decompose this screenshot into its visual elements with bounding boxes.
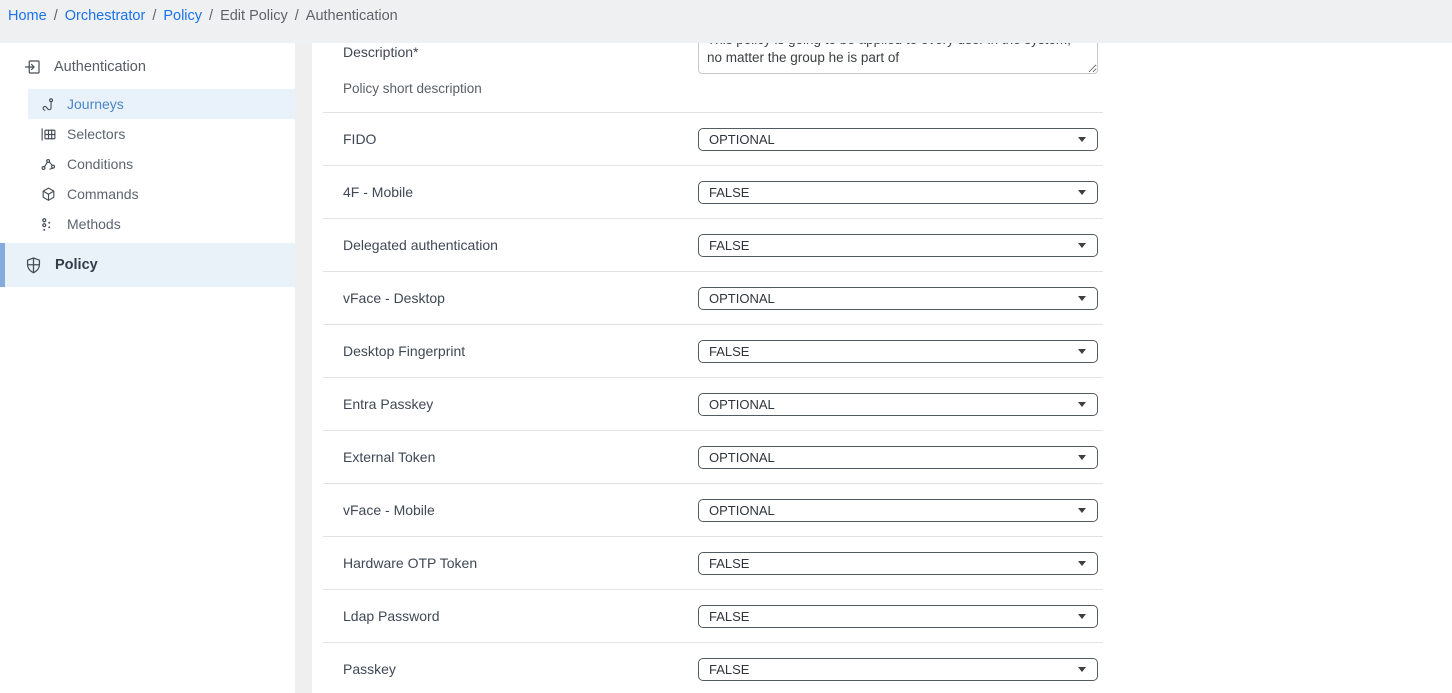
chevron-down-icon <box>1078 402 1086 407</box>
row-label: vFace - Desktop <box>343 290 445 306</box>
breadcrumb-policy[interactable]: Policy <box>163 8 203 24</box>
login-icon <box>24 58 42 76</box>
policy-form <box>312 43 1452 693</box>
sidebar-item-label: Selectors <box>67 126 126 142</box>
main-layout <box>0 43 1452 693</box>
dropdown-value: FALSE <box>709 555 750 571</box>
sidebar <box>0 43 295 693</box>
row-label: vFace - Mobile <box>343 502 435 518</box>
dropdown-value: FALSE <box>709 343 750 359</box>
chevron-down-icon <box>1078 243 1086 248</box>
row-label: Delegated authentication <box>343 237 498 253</box>
sidebar-item-policy[interactable] <box>0 243 295 287</box>
breadcrumb-authentication: Authentication <box>305 8 398 24</box>
sidebar-item-selectors[interactable] <box>28 119 295 149</box>
chevron-down-icon <box>1078 296 1086 301</box>
form-row-hardware-otp-token <box>323 536 1103 589</box>
row-label: Desktop Fingerprint <box>343 343 466 359</box>
sidebar-item-label: Commands <box>67 186 139 202</box>
sidebar-item-authentication[interactable] <box>0 53 295 81</box>
dropdown-value: OPTIONAL <box>709 290 775 306</box>
row-label: Passkey <box>343 661 396 677</box>
ldap-password-dropdown[interactable] <box>698 605 1098 628</box>
form-row-delegated-authentication <box>323 218 1103 271</box>
method-rows <box>323 112 1103 693</box>
dropdown-value: OPTIONAL <box>709 131 775 147</box>
breadcrumb <box>8 8 1452 24</box>
desktop-fingerprint-dropdown[interactable] <box>698 340 1098 363</box>
chevron-down-icon <box>1078 561 1086 566</box>
sidebar-item-label: Conditions <box>67 156 134 172</box>
breadcrumb-home[interactable]: Home <box>8 8 47 24</box>
sidebar-subitems <box>0 89 295 239</box>
description-helper-text: Policy short description <box>343 81 482 96</box>
sidebar-item-conditions[interactable] <box>28 149 295 179</box>
sidebar-item-commands[interactable] <box>28 179 295 209</box>
dropdown-value: FALSE <box>709 608 750 624</box>
table-icon <box>40 126 57 143</box>
breadcrumb-separator: / <box>209 8 214 24</box>
breadcrumb-separator: / <box>152 8 157 24</box>
row-label: Ldap Password <box>343 608 440 624</box>
form-row-ldap-password <box>323 589 1103 642</box>
entra-passkey-dropdown[interactable] <box>698 393 1098 416</box>
dropdown-value: OPTIONAL <box>709 502 775 518</box>
chevron-down-icon <box>1078 349 1086 354</box>
chevron-down-icon <box>1078 455 1086 460</box>
dropdown-value: OPTIONAL <box>709 396 775 412</box>
breadcrumb-separator: / <box>294 8 299 24</box>
breadcrumb-orchestrator[interactable]: Orchestrator <box>64 8 146 24</box>
description-textarea[interactable] <box>698 43 1098 74</box>
chevron-down-icon <box>1078 190 1086 195</box>
passkey-dropdown[interactable] <box>698 658 1098 681</box>
journey-route-icon <box>40 96 57 113</box>
dots-icon <box>40 216 57 233</box>
row-label: FIDO <box>343 131 377 147</box>
hardware-otp-token-dropdown[interactable] <box>698 552 1098 575</box>
form-row-external-token <box>323 430 1103 483</box>
sidebar-item-methods[interactable] <box>28 209 295 239</box>
sidebar-item-label: Journeys <box>67 96 124 112</box>
top-header <box>0 0 1452 43</box>
dropdown-value: FALSE <box>709 184 750 200</box>
form-row-fido <box>323 112 1103 165</box>
row-label: Entra Passkey <box>343 396 434 412</box>
fido-dropdown[interactable] <box>698 128 1098 151</box>
branch-icon <box>40 156 57 173</box>
shield-icon <box>24 256 43 275</box>
dropdown-value: FALSE <box>709 661 750 677</box>
sidebar-item-label: Policy <box>55 257 98 273</box>
row-label: External Token <box>343 449 436 465</box>
row-label: Hardware OTP Token <box>343 555 478 571</box>
chevron-down-icon <box>1078 137 1086 142</box>
chevron-down-icon <box>1078 508 1086 513</box>
cube-icon <box>40 186 57 203</box>
description-label: Description* <box>343 44 419 60</box>
vface-desktop-dropdown[interactable] <box>698 287 1098 310</box>
sidebar-item-label: Authentication <box>54 59 146 75</box>
form-row-passkey <box>323 642 1103 693</box>
delegated-authentication-dropdown[interactable] <box>698 234 1098 257</box>
sidebar-content-divider <box>295 43 312 693</box>
sidebar-item-journeys[interactable] <box>28 89 295 119</box>
row-label: 4F - Mobile <box>343 184 414 200</box>
chevron-down-icon <box>1078 667 1086 672</box>
dropdown-value: OPTIONAL <box>709 449 775 465</box>
form-row-vface-mobile <box>323 483 1103 536</box>
form-row-vface-desktop <box>323 271 1103 324</box>
4f-mobile-dropdown[interactable] <box>698 181 1098 204</box>
form-row-4f-mobile <box>323 165 1103 218</box>
sidebar-item-label: Methods <box>67 216 121 232</box>
description-field-clip <box>698 43 1100 74</box>
external-token-dropdown[interactable] <box>698 446 1098 469</box>
dropdown-value: FALSE <box>709 237 750 253</box>
chevron-down-icon <box>1078 614 1086 619</box>
vface-mobile-dropdown[interactable] <box>698 499 1098 522</box>
breadcrumb-edit-policy: Edit Policy <box>220 8 288 24</box>
form-row-entra-passkey <box>323 377 1103 430</box>
description-section <box>323 43 1452 112</box>
breadcrumb-separator: / <box>53 8 58 24</box>
form-row-desktop-fingerprint <box>323 324 1103 377</box>
